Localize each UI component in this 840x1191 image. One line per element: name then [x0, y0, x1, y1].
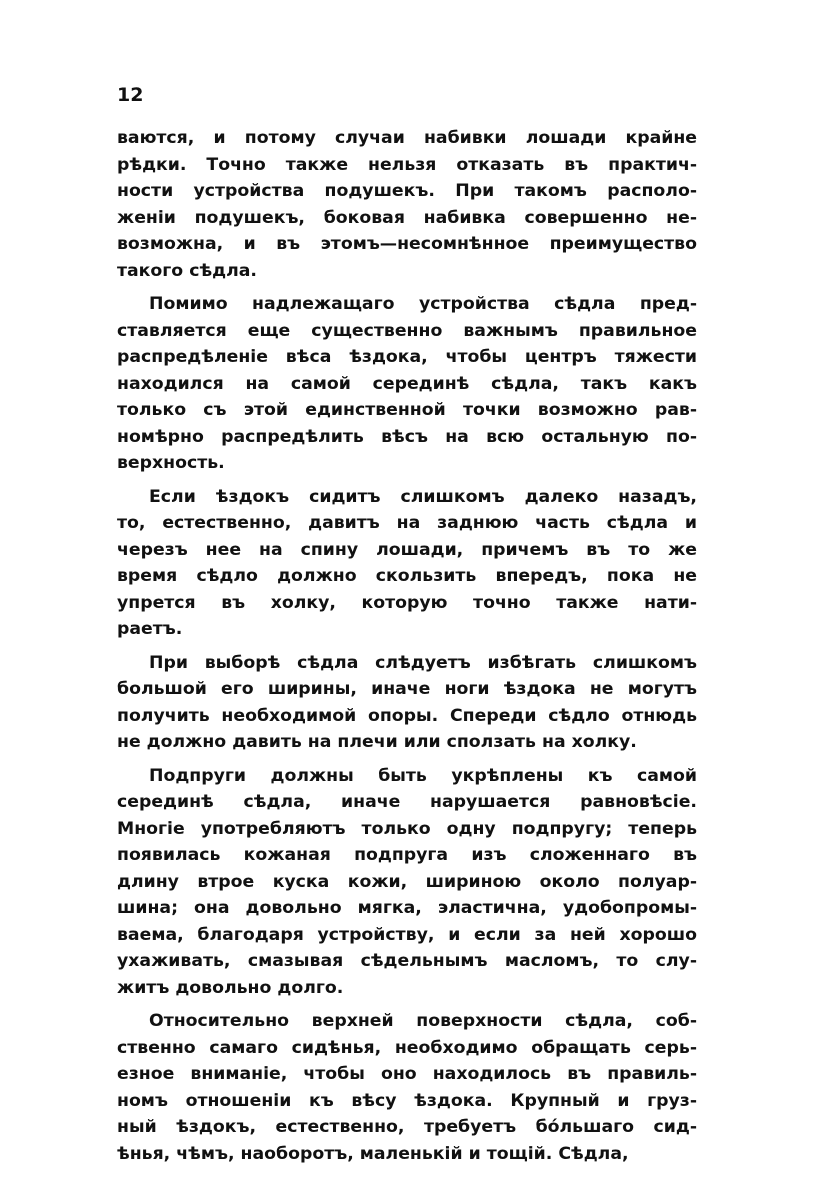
text-line: раетъ.	[117, 619, 183, 639]
paragraph	[117, 763, 697, 1002]
text-line: упрется въ холку, которую точно также нати-	[117, 592, 697, 613]
paragraph	[117, 484, 697, 643]
page-number: 12	[117, 84, 144, 106]
text-line: Многіе употребляютъ только одну подпругу; теперь	[117, 818, 697, 839]
text-line: появилась кожаная подпруга изъ сложеннаго въ	[117, 845, 697, 865]
text-line: При выборѣ сѣдла слѣдуетъ избѣгать слишкомъ	[149, 652, 697, 673]
text-line: длину втрое куска кожи, шириною около полуар-	[117, 871, 697, 892]
text-line: серединѣ сѣдла, иначе нарушается равновѣсіе.	[117, 792, 697, 812]
text-line: только съ этой единственной точки возможно рав-	[117, 400, 697, 420]
text-line: получить необходимой опоры. Спереди сѣдло отнюдь	[117, 705, 697, 726]
text-line: распредѣленіе вѣса ѣздока, чтобы центръ тяжести	[117, 347, 697, 367]
text-line: езное вниманіе, чтобы оно находилось въ правиль-	[117, 1064, 697, 1084]
text-line: Относительно верхней поверхности сѣдла, соб-	[149, 1011, 697, 1031]
text-line: не должно давить на плечи или сползать на холку.	[117, 732, 637, 752]
text-line: рѣдки. Точно также нельзя отказать въ практич-	[117, 154, 697, 175]
body-text	[117, 125, 697, 1174]
paragraph	[117, 291, 697, 477]
text-line: Если ѣздокъ сидитъ слишкомъ далеко назадъ,	[149, 486, 697, 507]
text-line: ставляется еще существенно важнымъ правильное	[117, 320, 697, 341]
text-line: ваема, благодаря устройству, и если за ней хорошо	[117, 924, 697, 945]
text-line: ственно самаго сидѣнья, необходимо обращать серь-	[117, 1037, 697, 1058]
text-line: то, естественно, давитъ на заднюю часть сѣдла и	[117, 513, 697, 533]
text-line: номъ отношеніи къ вѣсу ѣздока. Крупный и груз-	[117, 1090, 697, 1111]
paragraph	[117, 1008, 697, 1167]
text-line: ности устройства подушекъ. При такомъ располо-	[117, 181, 697, 201]
text-line: ѣнья, чѣмъ, наоборотъ, маленькій и тощій. Сѣдла,	[117, 1143, 629, 1164]
text-line: житъ довольно долго.	[117, 977, 344, 998]
text-line: время сѣдло должно скользить впередъ, пока не	[117, 566, 697, 586]
text-line: возможна, и въ этомъ—несомнѣнное преимущество	[117, 234, 697, 254]
text-line: находился на самой серединѣ сѣдла, такъ какъ	[117, 373, 697, 394]
text-line: женіи подушекъ, боковая набивка совершенно не-	[117, 207, 697, 228]
text-line: ухаживать, смазывая сѣдельнымъ масломъ, то слу-	[117, 951, 697, 971]
text-line: номѣрно распредѣлить вѣсъ на всю остальную по-	[117, 426, 697, 447]
text-line: черезъ нее на спину лошади, причемъ въ то же	[117, 539, 697, 560]
paragraph	[117, 650, 697, 756]
text-line: верхность.	[117, 453, 225, 473]
text-line: Подпруги должны быть укрѣплены къ самой	[149, 765, 697, 786]
text-line: большой его ширины, иначе ноги ѣздока не могутъ	[117, 679, 697, 699]
paragraph	[117, 125, 697, 284]
text-line: шина; она довольно мягка, эластична, удобопромы-	[117, 898, 697, 918]
text-line: ваются, и потому случаи набивки лошади крайне	[117, 128, 697, 148]
text-line: ный ѣздокъ, естественно, требуетъ бо́льшаго сид-	[117, 1117, 697, 1137]
text-line: Помимо надлежащаго устройства сѣдла пред-	[149, 294, 697, 314]
text-line: такого сѣдла.	[117, 260, 257, 281]
